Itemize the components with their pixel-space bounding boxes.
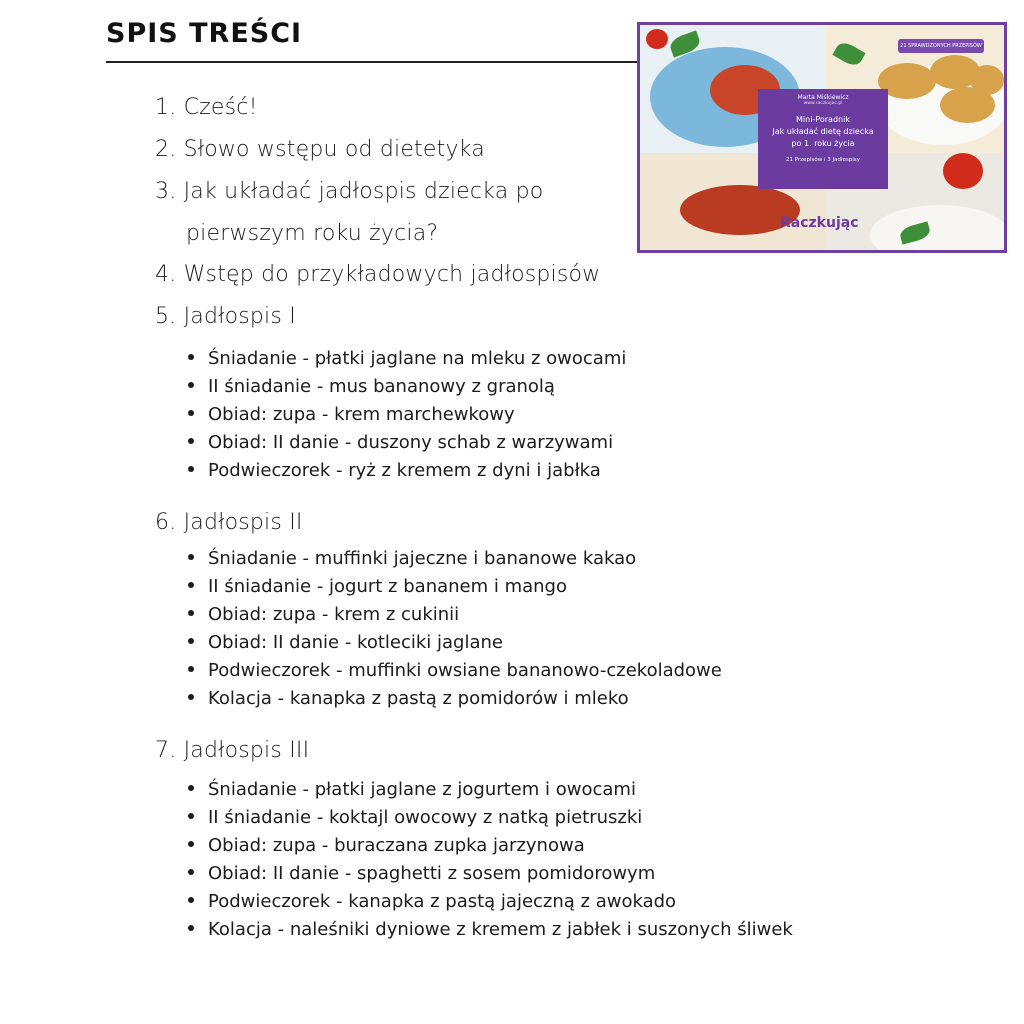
cover-guide-line: Jak układać dietę dziecka [772, 127, 874, 136]
toc-item-continuation: pierwszym roku życia? [186, 221, 439, 246]
bullet-icon [188, 841, 194, 847]
menu-entry: Kolacja - naleśniki dyniowe z kremem z jabłek i suszonych śliwek [208, 919, 793, 940]
menu-entry: Kolacja - kanapka z pastą z pomidorów i mleko [208, 688, 629, 709]
menu-entry: Śniadanie - muffinki jajeczne i bananowe kakao [208, 548, 637, 569]
menu-entry: II śniadanie - mus bananowy z granolą [208, 376, 555, 397]
bullet-icon [188, 897, 194, 903]
menu-entry: Podwieczorek - ryż z kremem z dyni i jabłka [208, 460, 601, 481]
toc-item: 7. Jadłospis III [155, 738, 310, 763]
bullet-icon [188, 813, 194, 819]
list-item [188, 632, 503, 653]
list-item [188, 604, 459, 625]
menu-entry: II śniadanie - jogurt z bananem i mango [208, 576, 567, 597]
toc-item: 2. Słowo wstępu od dietetyka [155, 137, 485, 162]
tomato [646, 29, 668, 49]
bullet-icon [188, 610, 194, 616]
list-item [188, 576, 567, 597]
menu-entry: Śniadanie - płatki jaglane z jogurtem i owocami [208, 779, 636, 800]
toc-item: 3. Jak układać jadłospis dziecka po [155, 179, 544, 204]
list-item [188, 548, 636, 569]
bullet-icon [188, 466, 194, 472]
list-item [188, 807, 642, 828]
millet-patty [970, 65, 1004, 95]
cover-guide-title [758, 114, 888, 150]
toc-item: 6. Jadłospis II [155, 510, 303, 535]
bullet-icon [188, 869, 194, 875]
cover-subtitle: 21 Przepisów i 3 Jadłospisy [786, 157, 860, 163]
cover-guide-line: po 1. roku życia [791, 139, 855, 148]
menu-entry: Podwieczorek - kanapka z pastą jajeczną z awokado [208, 891, 677, 912]
menu-entry: Obiad: II danie - kotleciki jaglane [208, 632, 503, 653]
list-item [188, 863, 655, 884]
list-item [188, 835, 585, 856]
toc-item: 4. Wstęp do przykładowych jadłospisów [155, 262, 601, 287]
list-item [188, 432, 613, 453]
bullet-icon [188, 382, 194, 388]
bullet-icon [188, 354, 194, 360]
list-item [188, 348, 626, 369]
toc-item: 5. Jadłospis I [155, 304, 296, 329]
bullet-icon [188, 554, 194, 560]
cover-guide-line: Mini-Poradnik [796, 115, 850, 124]
bullet-icon [188, 925, 194, 931]
bullet-icon [188, 785, 194, 791]
menu-entry: Podwieczorek - muffinki owsiane bananowo-czekoladowe [208, 660, 722, 681]
menu-entry: Obiad: II danie - duszony schab z warzywami [208, 432, 614, 453]
menu-entry: Śniadanie - płatki jaglane na mleku z owocami [208, 348, 627, 369]
menu-entry: II śniadanie - koktajl owocowy z natką pietruszki [208, 807, 643, 828]
cover-title-box [758, 89, 888, 189]
menu-entry: Obiad: II danie - spaghetti z sosem pomidorowym [208, 863, 656, 884]
bullet-icon [188, 438, 194, 444]
cover-author: Marta Miśkiewicz [797, 94, 849, 101]
list-item [188, 404, 515, 425]
bullet-icon [188, 638, 194, 644]
menu-entry: Obiad: zupa - buraczana zupka jarzynowa [208, 835, 585, 856]
cover-image [637, 22, 1007, 253]
bullet-icon [188, 666, 194, 672]
list-item [188, 891, 676, 912]
toc-item: 1. Cześć! [155, 95, 258, 120]
cover-logo: Raczkując [780, 215, 859, 231]
cover-badge: 21 SPRAWDZONYCH PRZEPISÓW [898, 39, 984, 53]
list-item [188, 376, 555, 397]
list-item [188, 688, 629, 709]
bullet-icon [188, 582, 194, 588]
title-divider [106, 61, 638, 63]
list-item [188, 919, 793, 940]
bullet-icon [188, 694, 194, 700]
cover-site: www.raczkujac.pl [803, 101, 843, 106]
page-title: SPIS TREŚCI [106, 18, 303, 49]
menu-entry: Obiad: zupa - krem z cukinii [208, 604, 460, 625]
list-item [188, 660, 722, 681]
menu-entry: Obiad: zupa - krem marchewkowy [208, 404, 515, 425]
list-item [188, 779, 636, 800]
bullet-icon [188, 410, 194, 416]
tomato [943, 153, 983, 189]
list-item [188, 460, 601, 481]
